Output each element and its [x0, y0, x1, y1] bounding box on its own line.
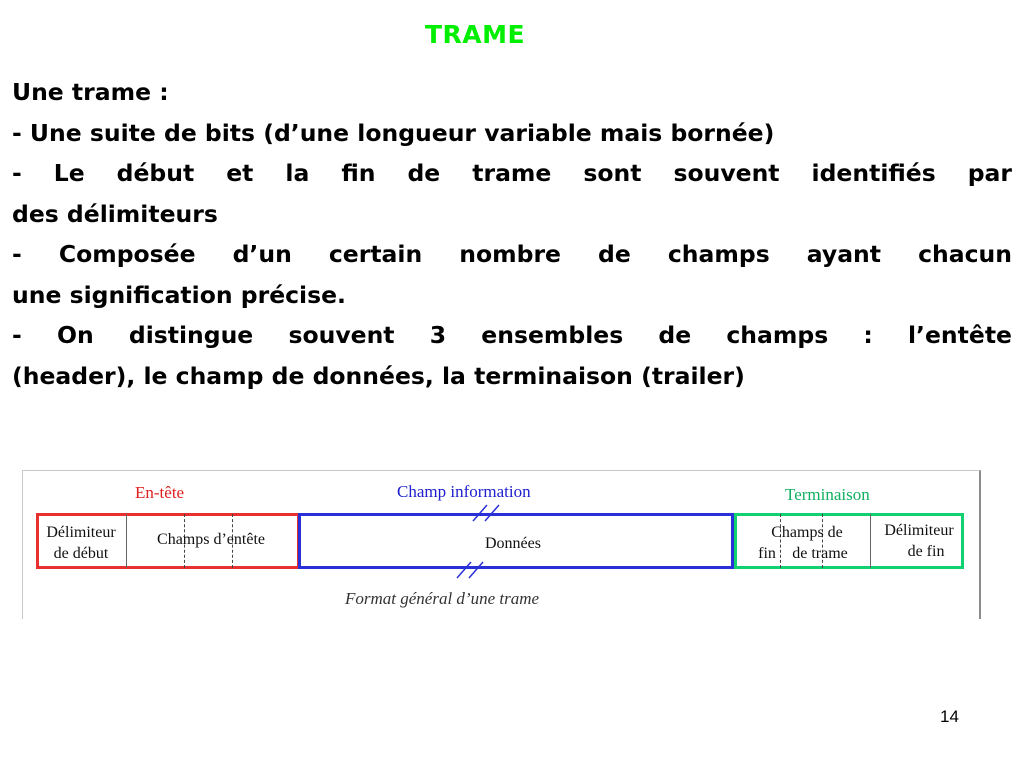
start-delimiter-cell	[37, 522, 125, 564]
frame-format-diagram	[22, 470, 981, 619]
frame-fields-line1: Champs de	[771, 524, 843, 541]
body-line-6: une signification précise.	[12, 280, 346, 309]
body-line-3: - Le début et la fin de trame sont souvent identifiés par	[12, 159, 1012, 187]
start-delimiter-line1: Délimiteur	[46, 524, 116, 541]
body-line-4: des délimiteurs	[12, 199, 218, 228]
frame-fields-line2: de trame	[792, 545, 848, 562]
break-mark-icon	[469, 503, 509, 523]
group-label-header: En-tête	[135, 483, 185, 502]
end-delimiter-cell	[873, 520, 965, 562]
body-line-8: (header), le champ de données, la terminaison (trailer)	[12, 361, 745, 390]
group-label-info: Champ information	[397, 482, 531, 501]
body-line-7: - On distingue souvent 3 ensembles de champs : l’entête	[12, 321, 1012, 349]
slide-body	[12, 72, 1012, 396]
end-fields-cell: fin	[758, 545, 776, 562]
break-mark-icon	[453, 560, 493, 580]
start-delimiter-line2: de début	[53, 545, 109, 562]
page-number: 14	[940, 707, 959, 726]
body-line-2: - Une suite de bits (d’une longueur variable mais bornée)	[12, 118, 775, 147]
data-cell: Données	[485, 535, 541, 552]
slide-title: TRAME	[424, 20, 526, 49]
body-line-5: - Composée d’un certain nombre de champs ayant chacun	[12, 240, 1012, 268]
end-delimiter-line1: Délimiteur	[884, 522, 954, 539]
header-fields-cell: Champs d’entête	[157, 531, 265, 548]
end-delimiter-line2: de fin	[907, 543, 945, 560]
body-line-1: Une trame :	[12, 78, 169, 106]
separator	[870, 514, 871, 568]
diagram-caption: Format général d’une trame	[345, 589, 540, 608]
group-label-trailer: Terminaison	[785, 485, 870, 504]
separator	[126, 514, 127, 568]
